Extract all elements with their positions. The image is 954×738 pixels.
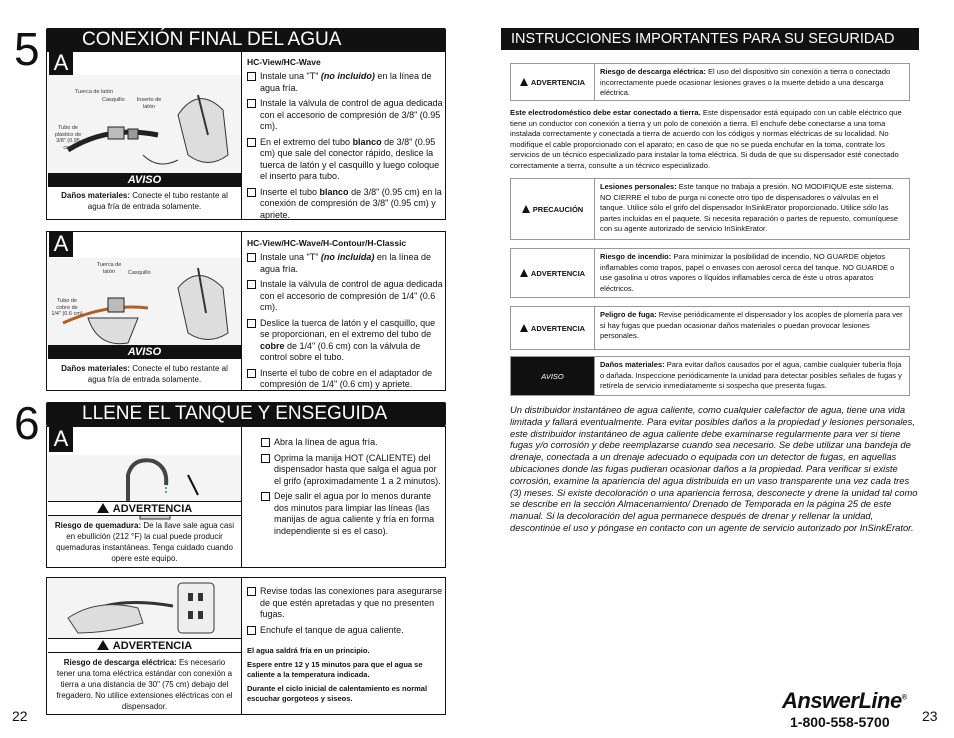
checklist-item: Abra la línea de agua fría. <box>261 437 443 449</box>
panel-5a-contour-classic <box>46 231 446 391</box>
checkbox[interactable] <box>261 454 270 463</box>
label-tuerca: Tuerca de latón <box>74 89 113 95</box>
label-casquillo: Casquillo <box>102 97 125 103</box>
warning-triangle-icon <box>97 503 109 513</box>
burn-warning-text <box>48 517 241 567</box>
step-number-6: 6 <box>14 397 40 449</box>
caution-text: Lesiones personales: Este tanque no trabaja a presión. NO MODIFIQUE este sistema. NO CIERRE el tubo de purga ni conecte otro tipo de dispensadores o válvulas en el tanque. Utilice sólo el grifo del dispensador InSinkErator proporcionado. Utilice sólo las partes incluidas en el paquete. Si necesita reparación o partes de repuesto, comuníquese con su agente autorizado de servicio InSinkErator. <box>600 182 899 233</box>
safety-title: INSTRUCCIONES IMPORTANTES PARA SU SEGURIDAD <box>501 28 919 50</box>
warning-triangle-icon <box>520 78 528 86</box>
aviso-text <box>48 360 241 388</box>
model-subhead: HC-View/HC-Wave <box>247 57 321 67</box>
checkbox[interactable] <box>247 188 256 197</box>
warning-body: Es necesario tener una toma eléctrica estándar con conexión a tierra a una distancia de 30" (75 cm) debajo del fregadero. No utilice extensiones eléctricas con el dispensador. <box>56 658 233 711</box>
notice-label: AVISO <box>511 357 595 395</box>
caution-box <box>510 178 910 240</box>
copper-fitting-illustration <box>48 258 241 354</box>
warning-bar: ADVERTENCIA <box>48 638 241 653</box>
note-3: Durante el ciclo inicial de calentamiento es normal escuchar gorgoteos y siseos. <box>247 684 428 703</box>
compression-fitting-illustration <box>48 75 241 185</box>
checklist-item: Instale una "T" (no incluido) en la línea de agua fría. <box>247 71 443 94</box>
label-casquillo: Casquillo <box>128 270 151 276</box>
warning-text: Peligro de fuga: Revise periódicamente el dispensador y los acoples de plomería para ver si hay fugas que puedan ocasionar daños materiales o puedan provocar lesiones personales. <box>600 310 903 340</box>
checklist-5a2 <box>247 238 443 391</box>
answerline-phone: 1-800-558-5700 <box>790 714 890 730</box>
panel-divider <box>241 51 242 219</box>
warning-triangle-icon <box>520 269 528 277</box>
warning-triangle-icon <box>520 324 528 332</box>
panel-divider <box>241 232 242 390</box>
checkbox[interactable] <box>261 438 270 447</box>
checkbox[interactable] <box>247 253 256 262</box>
plug-outlet-icon <box>48 578 241 638</box>
grounding-body: Este dispensador está equipado con un cable eléctrico que tiene un conductor con conexión a tierra y un polo de conexión a tierra. El enchufe debe conectarse a una toma instalada correctamente y conectada a tierra de acuerdo con los códigos y normas eléctricas de su localidad. No modifique el cable proporcionado con el aparato; en caso de que no se pueda enchufar en la toma, contrate los servicios de un técnico especializado para instalar la toma eléctrica. Si duda de que su dispensador esté conectado correctamente a tierra, consulte a un técnico especializado. <box>510 108 902 170</box>
checkbox[interactable] <box>247 280 256 289</box>
aviso-bar: AVISO <box>48 173 241 187</box>
checklist-item: Instale la válvula de control de agua dedicada con el accesorio de compresión de 1/4" (0.6 cm). <box>247 279 443 314</box>
checklist-6a <box>261 433 443 537</box>
shock-warning-text <box>48 654 241 715</box>
checkbox[interactable] <box>247 319 256 328</box>
answerline-logo: AnswerLine® <box>782 688 907 713</box>
panel-5a-view-wave <box>46 50 446 220</box>
notice-box <box>510 356 910 396</box>
warning-triangle-icon <box>522 205 530 213</box>
note-2: Espere entre 12 y 15 minutos para que el agua se caliente a la temperatura indicada. <box>247 660 423 679</box>
panel-6a <box>46 426 446 568</box>
checklist-5a1 <box>247 57 443 221</box>
checkbox[interactable] <box>261 492 270 501</box>
step-6-title: LLENE EL TANQUE Y ENSEGUIDA ENCHÚFELO <box>46 402 446 426</box>
label-tubo: Tubo de plástico de 3/8" (0.95 cm) <box>54 125 82 151</box>
warning-bold: Riesgo de descarga eléctrica: <box>63 658 177 667</box>
aviso-bold: Daños materiales: <box>61 364 131 373</box>
warning-text: Riesgo de descarga eléctrica: El uso del dispositivo sin conexión a tierra o conectado incorrectamente puede ocasionar lesiones graves o la muerte debido a una descarga eléctrica. <box>600 67 891 97</box>
checklist-item: Deje salir el agua por lo menos durante dos minutos para limpiar las líneas (las manijas de agua caliente y fría en forma independiente si es el caso). <box>261 491 443 537</box>
outlet-illustration <box>48 578 241 638</box>
checklist-item: Oprima la manija HOT (CALIENTE) del dispensador hasta que salga el agua por el grifo (aproximadamente 1 a 2 minutos). <box>261 453 443 488</box>
checklist-item: Enchufe el tanque de agua caliente. <box>247 625 443 637</box>
panel-divider <box>241 427 242 567</box>
checklist-item: Inserte el tubo de cobre en el adaptador de compresión de 1/4" (0.6 cm) y apriete. <box>247 368 443 391</box>
checkbox[interactable] <box>247 72 256 81</box>
step-number-5: 5 <box>14 23 40 75</box>
warning-label: ADVERTENCIA <box>511 64 595 100</box>
panel-letter-a-2: A <box>49 231 73 257</box>
warning-text: Riesgo de incendio: Para minimizar la posibilidad de incendio, NO GUARDE objetos inflamables como trapos, papel o envases con aerosol cerca del tanque. NO GUARDE o use gasolina u otros vapores o líquidos inflamables cerca de éste u otros aparatos eléctricos. <box>600 252 895 293</box>
page-number-right: 23 <box>922 708 938 724</box>
checkbox[interactable] <box>247 99 256 108</box>
warning-box-shock <box>510 63 910 101</box>
grounding-paragraph <box>510 108 910 172</box>
warning-label: ADVERTENCIA <box>511 307 595 349</box>
aviso-bold: Daños materiales: <box>61 191 131 200</box>
checkbox[interactable] <box>247 587 256 596</box>
warning-triangle-icon <box>97 640 109 650</box>
checkbox[interactable] <box>247 138 256 147</box>
note-1: El agua saldrá fría en un principio. <box>247 646 370 655</box>
warning-label: ADVERTENCIA <box>511 249 595 297</box>
warning-box-fire <box>510 248 910 298</box>
warning-body: De la llave sale agua casi en ebullición (212 °F) la cual puede producir quemaduras instantáneas. Tenga cuidado cuando opere este equipo. <box>56 521 235 563</box>
aviso-text <box>48 187 241 215</box>
checklist-item: Deslice la tuerca de latón y el casquillo, que se proporcionan, en el extremo del tubo de cobre de 1/4" (0.6 cm) con la válvula de control sobre el tubo. <box>247 318 443 364</box>
panel-letter-a: A <box>49 50 73 76</box>
warning-bold: Riesgo de quemadura: <box>54 521 142 530</box>
checklist-item: Instale una "T" (no incluida) en la línea de agua fría. <box>247 252 443 275</box>
panel-divider <box>241 578 242 714</box>
page-number-left: 22 <box>12 708 28 724</box>
warning-box-leak <box>510 306 910 350</box>
checkbox[interactable] <box>247 626 256 635</box>
checkbox[interactable] <box>247 369 256 378</box>
lifespan-paragraph: Un distribuidor instantáneo de agua caliente, como cualquier calefactor de agua, tiene una vida limitada y fallará eventualmente. Para evitar posibles daños a la propiedad y lesiones personales, este distribuidor instantáneo de agua caliente debe examinarse regularmente para ver si tiene fugas y/o corrosión y debe reemplazarse cuando sea necesario. Se debe utilizar una bandeja de drenaje, conectada a un drenaje adecuado o equipada con un detector de fugas, en aquellas ubicaciones donde las fugas pudieran ocasionar daños a la propiedad. Para verificar si existe corrosión, examine la apariencia del agua distribuida en un vaso transparente una vez cada tres (3) meses. Si existe decoloración o una apariencia ferrosa, desconecte y drene la unidad tal como se describe en la sección Almacenamiento/ Drenado de Temporada en la página 25 de este manual. Si la decoloración del agua permanece después de drenar y rellenar la unidad, descontinúe el uso y póngase en contacto con un agente de servicio autorizado por InSinkErator. <box>510 404 918 533</box>
checklist-item: Instale la válvula de control de agua dedicada con el accesorio de compresión de 3/8" (0.95 cm). <box>247 98 443 133</box>
label-tuerca: Tuerca de latón <box>96 262 122 275</box>
checklist-6b <box>247 582 443 704</box>
caution-label: PRECAUCIÓN <box>511 179 595 239</box>
label-tubo: Tubo de cobre de 1/4" (0.6 cm) <box>51 298 83 317</box>
notice-text: Daños materiales: Para evitar daños causados por el agua, cambie cualquier tubería floja o dañada. Inspeccione periódicamente la unidad para detectar posibles señales de fugas y retírela de servicio inmediatamente si sospecha que presenta fugas. <box>600 360 902 390</box>
model-subhead: HC-View/HC-Wave/H-Contour/H-Classic <box>247 238 407 248</box>
panel-letter-a-6: A <box>49 426 73 452</box>
checklist-item: En el extremo del tubo blanco de 3/8" (0.95 cm) que sale del conector rápido, deslice la tuerca de latón y el casquillo y luego coloque el inserto para tubo. <box>247 137 443 183</box>
panel-6b <box>46 577 446 715</box>
step-5-title: CONEXIÓN FINAL DEL AGUA <box>46 28 446 52</box>
grounding-bold: Este electrodoméstico debe estar conectado a tierra. <box>510 108 701 117</box>
label-inserto: Inserto de latón <box>136 97 162 110</box>
warning-bar: ADVERTENCIA <box>48 501 241 516</box>
aviso-body: Conecte el tubo restante al agua fría de entrada solamente. <box>87 191 228 211</box>
aviso-bar: AVISO <box>48 345 241 359</box>
checklist-item: Revise todas las conexiones para asegurarse de que estén apretadas y que no presenten fugas. <box>247 586 443 621</box>
checklist-item: Inserte el tubo blanco de 3/8" (0.95 cm) en la conexión de compresión de 3/8" (0.95 cm) y apriete. <box>247 187 443 222</box>
aviso-body: Conecte el tubo restante al agua fría de entrada solamente. <box>87 364 228 384</box>
